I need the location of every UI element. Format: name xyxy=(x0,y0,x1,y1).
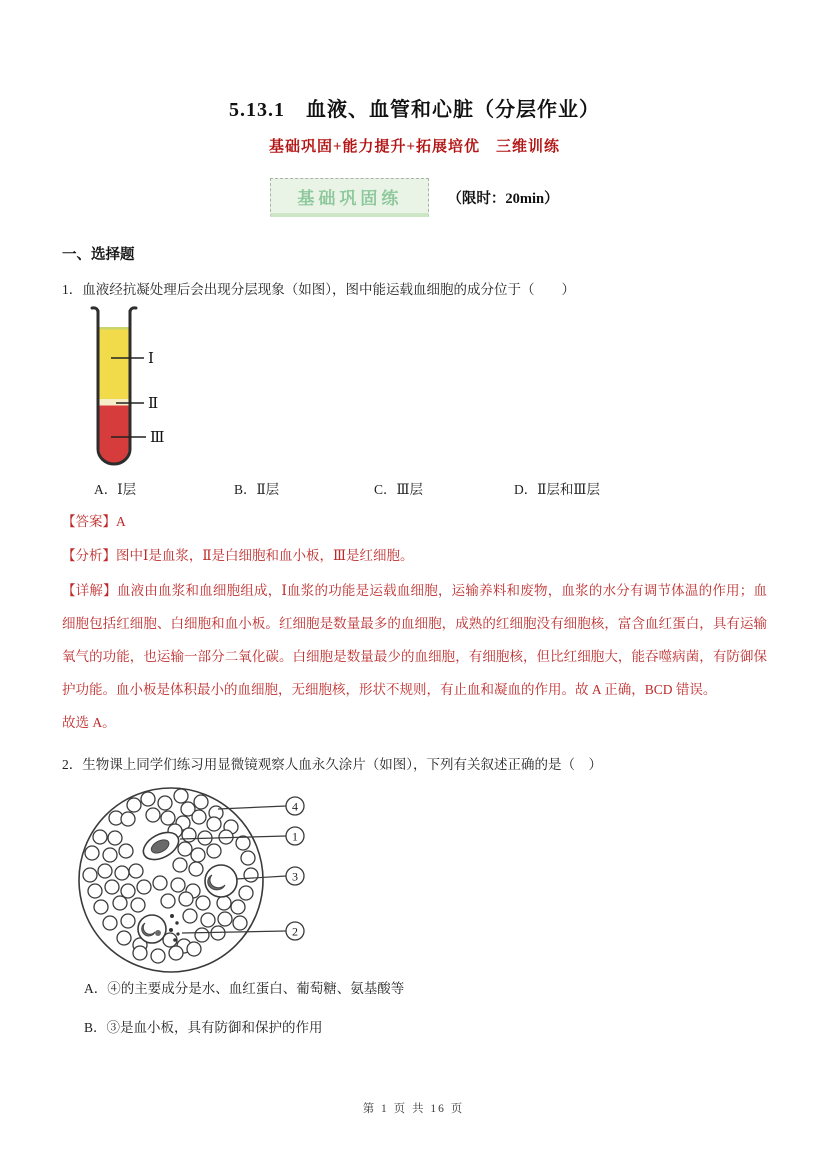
figure-number-labels xyxy=(286,797,304,940)
red-blood-cell xyxy=(239,886,253,900)
red-blood-cell xyxy=(103,848,117,862)
red-blood-cell xyxy=(127,798,141,812)
red-blood-cell xyxy=(108,831,122,845)
red-blood-cell xyxy=(236,836,250,850)
detail-tag: 【详解】 xyxy=(62,583,117,598)
red-blood-cell xyxy=(179,892,193,906)
red-blood-cell xyxy=(241,851,255,865)
red-blood-cell xyxy=(153,876,167,890)
red-blood-cell xyxy=(94,900,108,914)
red-blood-cell xyxy=(129,864,143,878)
red-blood-cell xyxy=(151,949,165,963)
tube-rim-right xyxy=(130,308,136,313)
red-blood-cell xyxy=(146,808,160,822)
blood-smear-figure xyxy=(68,783,318,973)
buffy-coat-layer xyxy=(100,399,129,406)
red-blood-cell xyxy=(103,916,117,930)
red-blood-cell xyxy=(191,848,205,862)
red-blood-cell xyxy=(113,896,127,910)
question1-option-c: C．Ⅲ层 xyxy=(374,482,424,497)
red-blood-cell xyxy=(244,868,258,882)
question2-options xyxy=(62,979,767,1038)
red-blood-cell xyxy=(85,846,99,860)
page-title: 5.13.1 血液、血管和心脏（分层作业） xyxy=(229,99,600,121)
answer-value: A xyxy=(116,514,126,529)
answer-line xyxy=(62,512,767,532)
red-blood-cell xyxy=(207,844,221,858)
red-blood-cell xyxy=(218,912,232,926)
red-blood-cell xyxy=(121,914,135,928)
red-blood-cell xyxy=(231,900,245,914)
answer-tag: 【答案】 xyxy=(62,514,116,529)
test-tube-figure xyxy=(80,306,200,474)
question2-option-b: B．③是血小板，具有防御和保护的作用 xyxy=(84,1020,323,1035)
analysis-line xyxy=(62,546,767,566)
question2-stem: 2．生物课上同学们练习用显微镜观察人血永久涂片（如图），下列有关叙述正确的是（ ） xyxy=(62,757,602,772)
red-blood-cell xyxy=(192,810,206,824)
red-blood-cell xyxy=(182,828,196,842)
red-blood-cell xyxy=(194,795,208,809)
red-blood-cell xyxy=(207,817,221,831)
question1-option-d: D．Ⅱ层和Ⅲ层 xyxy=(514,482,600,497)
page-footer: 第 1 页 共 16 页 xyxy=(362,1103,465,1115)
tube-rim-left xyxy=(92,308,98,313)
red-blood-cell xyxy=(93,830,107,844)
white-blood-cell-lobed xyxy=(138,915,166,943)
analysis-tag: 【分析】 xyxy=(62,548,116,563)
red-blood-cell xyxy=(137,880,151,894)
red-blood-cell xyxy=(121,812,135,826)
layer-label-3: Ⅲ xyxy=(150,430,165,446)
red-blood-cell xyxy=(83,868,97,882)
red-blood-cell xyxy=(161,811,175,825)
red-blood-cell xyxy=(196,896,210,910)
red-cell-layer xyxy=(100,406,129,464)
red-blood-cell xyxy=(217,896,231,910)
detail-text: 血液由血浆和血细胞组成，Ⅰ血浆的功能是运载血细胞，运输养料和废物，血浆的水分有调节体温的作用；血细胞包括红细胞、白细胞和血小板。红细胞是数量最多的血细胞，成熟的红细胞没有细胞核，富含血红蛋白，具有运输氧气的功能，也运输一部分二氧化碳。白细胞是数量最少的血细胞，有细胞核，但比红细胞大，能吞噬病菌，有防御保护功能。血小板是体积最小的血细胞，无细胞核，形状不规则，有止血和凝血的作用。故 A 正确，BCD 错误。 xyxy=(62,583,767,697)
red-blood-cell xyxy=(201,913,215,927)
red-blood-cell xyxy=(174,789,188,803)
red-blood-cell xyxy=(195,928,209,942)
label-1: 1 xyxy=(292,829,298,844)
red-blood-cell xyxy=(173,858,187,872)
question1-stem: 1．血液经抗凝处理后会出现分层现象（如图），图中能运载血细胞的成分位于（ ） xyxy=(62,282,575,297)
detail-paragraph xyxy=(62,574,767,706)
plasma-layer xyxy=(100,327,129,399)
white-blood-cell-round xyxy=(205,865,237,897)
question1-option-b: B．Ⅱ层 xyxy=(234,482,280,497)
red-blood-cell xyxy=(158,796,172,810)
page-subtitle: 基础巩固+能力提升+拓展培优 三维训练 xyxy=(268,139,561,155)
red-blood-cell xyxy=(141,792,155,806)
red-blood-cell xyxy=(171,878,185,892)
label-2: 2 xyxy=(292,924,298,939)
section-badge xyxy=(270,178,429,217)
red-blood-cell xyxy=(183,909,197,923)
red-blood-cell xyxy=(88,884,102,898)
red-blood-cell xyxy=(121,884,135,898)
question1-option-a: A．Ⅰ层 xyxy=(94,482,137,497)
red-blood-cell xyxy=(98,864,112,878)
layer-label-2: Ⅱ xyxy=(148,396,159,412)
red-blood-cell xyxy=(178,842,192,856)
label-3: 3 xyxy=(292,869,298,884)
red-blood-cell xyxy=(133,946,147,960)
red-blood-cell xyxy=(233,916,247,930)
conclusion-line: 故选 A。 xyxy=(62,715,116,730)
question2-option-a: A．④的主要成分是水、血红蛋白、葡萄糖、氨基酸等 xyxy=(84,981,405,996)
red-blood-cell xyxy=(189,862,203,876)
section-heading: 一、选择题 xyxy=(62,247,135,263)
time-limit-label: （限时：20min） xyxy=(447,191,559,207)
red-blood-cell xyxy=(105,880,119,894)
red-blood-cell xyxy=(117,931,131,945)
question1-options xyxy=(62,478,767,498)
red-blood-cell xyxy=(131,898,145,912)
badge-row xyxy=(62,178,767,217)
red-blood-cell xyxy=(115,866,129,880)
red-blood-cell xyxy=(169,946,183,960)
badge-label: 基础巩固练 xyxy=(297,189,403,208)
label-4: 4 xyxy=(292,799,298,814)
analysis-text: 图中Ⅰ是血浆，Ⅱ是白细胞和血小板，Ⅲ是红细胞。 xyxy=(116,548,414,563)
layer-label-1: Ⅰ xyxy=(148,351,154,367)
red-blood-cell xyxy=(187,942,201,956)
red-blood-cell xyxy=(161,894,175,908)
red-blood-cell xyxy=(119,844,133,858)
